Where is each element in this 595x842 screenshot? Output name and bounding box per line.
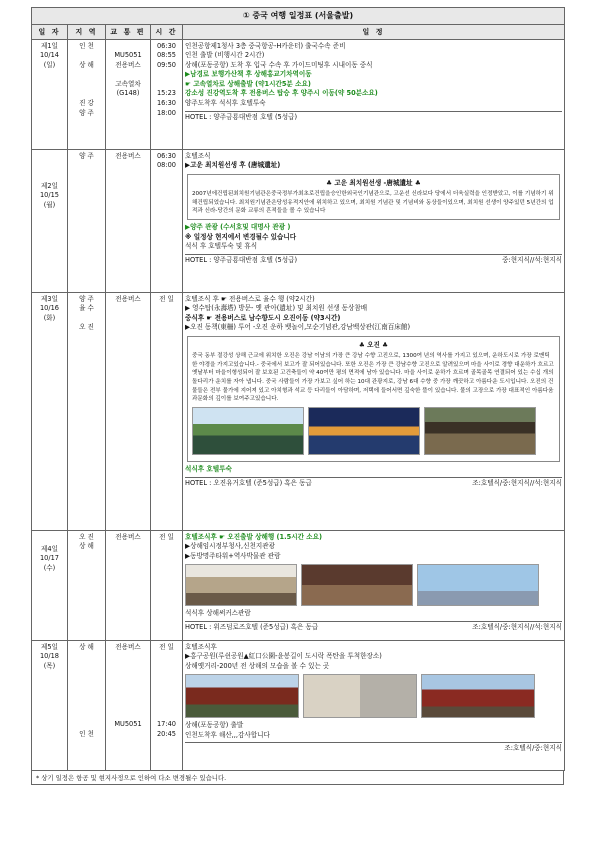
day-time: 전 일 xyxy=(151,530,183,640)
header-region: 지 역 xyxy=(68,24,106,39)
day-row xyxy=(32,640,565,770)
info-box: ♣ 오진 ♣ 중국 동부 절강성 상해 근교에 위치한 오진은 강남 이남의 가장 큰 강남 수향 고진으로, 1300여 년의 역사를 가지고 있으며, 운하도시로 가장 로맨틱한 야경을 가지고있습니다.- 중국에서 보고가 잘 되어있습니다. 또한 오진은 가장 큰 강남수향 고진으로 알려있으며 마을 사이로 경향 대운하가 흐르고 옛날부터 마을이형성되어 잘 보호된 고건축들이 약 40여만 평의 면적에 남아 있습니다. 마을 사이로 운하가 흐르며 골목골목 연결되어 있는 수십 개의 돌다리가 운치를 자아 냅니다. 중국 사람들이 가장 가보고 싶어 하는 10대 관광지로, 강남 6대 수향 중 가장 깨끗하고 아름다운 도시입니다. 오진의 건물들은 전부 물가에 지어져 있고 아치형과 석교 등 다리들이 아담하며, 저택에 들어서면 깊숙한 뜰이 있습니다. 물의 고장으로 가장 대표적인 아름다움과문화의 깊이를 보여주고있습니다. xyxy=(187,336,560,462)
day-date: 제3일 10/16 (화) xyxy=(32,292,68,530)
old-street-photo xyxy=(421,674,535,718)
header-transport: 교 통 편 xyxy=(106,24,151,39)
day-transport: 전용버스 MU5051 xyxy=(106,640,151,770)
itinerary-table xyxy=(31,7,565,771)
day-region: 인 천 상 해 진 강 양 주 xyxy=(68,39,106,149)
meals: 조:호텔식/중:현지식 xyxy=(185,742,562,754)
day-row xyxy=(32,149,565,292)
itinerary-title: ① 중국 여행 일정표 (서울출발) xyxy=(32,8,565,25)
header-time: 시 간 xyxy=(151,24,183,39)
info-box: ♣ 고운 최치원선생 -唐城遺址 ♣ 2007년에건립된최치원기념관은중국정부가최초로건립을승인한외국인기념관으로, 고운선 신라보다 당에서 더욱실력을 인정받았고, 이를 기념하기 위해건립되었습니다. 최치원기념관은당성유적지안에 위치하고 있으며, 최치원 기념관 및 기념비와 동상들이있으며, 최치원 선생이 양주있던 5년간의 업적과 신라-당간의 문화 교류의 흔적들을 볼 수 있습니다 xyxy=(187,174,560,220)
night-canal-photo xyxy=(308,407,420,455)
day-time: 전 일 17:40 20:45 xyxy=(151,640,183,770)
day-row xyxy=(32,530,565,640)
header-date: 일 자 xyxy=(32,24,68,39)
photo-strip xyxy=(185,674,562,718)
day-schedule: 호텔조식 ▶고운 최치원선생 후 (唐城遺址) ♣ 고운 최치원선생 -唐城遺址 ♣ 2007년에건립된최치원기념관은중국정부가최초로건립을승인한외국인기념관으로, 고운선 신라보다 당에서 더욱실력을 인정받았고, 이를 기념하기 위해건립되었습니다. 최치원기념관은당성유적지안에 위치하고 있으며, 최치원 기념관 및 기념비와 동상들이있으며, 최치원 선생이 양주있던 5년간의 업적과 신라-당간의 문화 교류의 흔적들을 볼 수 있습니다 ▶양주 관광 (수서호및 대명사 관광 ) ※ 일정상 현지에서 변경될수 있습니다 석식 후 호텔투숙 및 휴식 HOTEL : 양주금룡대반점 호텔 (5성급) 중:현지식//석:현지식 xyxy=(183,149,565,292)
xintiandi-photo xyxy=(301,564,413,606)
government-building-photo xyxy=(185,564,297,606)
day-time: 06:30 08:55 09:50 15:23 16:30 18:00 xyxy=(151,39,183,149)
itinerary-page xyxy=(31,7,564,785)
pearl-tower-photo xyxy=(417,564,539,606)
hotel-line: HOTEL : 오진유거호텔 (준5성급) 혹은 동급 조:호텔식/중:현지식//석:현지식 xyxy=(185,478,562,487)
day-transport: 전용버스 xyxy=(106,292,151,530)
photo-strip xyxy=(192,407,555,455)
day-transport: 전용버스 xyxy=(106,530,151,640)
day-time: 06:30 08:00 xyxy=(151,149,183,292)
day-date: 제1일 10/14 (일) xyxy=(32,39,68,149)
photo-strip xyxy=(185,564,562,606)
meals: 조:호텔식/중:현지식//석:현지식 xyxy=(472,622,562,631)
header-schedule: 일 정 xyxy=(183,24,565,39)
day-region: 상 해 인 천 xyxy=(68,640,106,770)
day-schedule: 호텔조식후 ▶홍구공원(루쉰공원▲紅口公園-윤봉길이 도시락 폭탄을 투척한장소) 상해옛거리-200년 전 상해의 모습을 볼 수 있는 곳 상해(포동공항) 출발 인천도착후 해산,,,감사합니다 조:호텔식/중:현지식 xyxy=(183,640,565,770)
day-row xyxy=(32,292,565,530)
meals: 중:현지식//석:현지식 xyxy=(502,255,562,264)
day-region: 양 주 율 수 오 진 xyxy=(68,292,106,530)
day-date: 제2일 10/15 (월) xyxy=(32,149,68,292)
footer-note: * 상기 일정은 항공 및 현지사정으로 인하여 다소 변경될수 있습니다. xyxy=(31,771,564,785)
day-schedule: 인천공항제1청사 3층 중국항공-H카운터) 출국수속 준비 인천 출발 (비행시간 2시간) 상해(포동공항) 도착 후 입국 수속 후 가이드미팅후 시내이동 중식 ▶남경로 보행가산책 후 상해홍교기차역이동 ☛ 고속열차로 상해출발 (약1시간5분 소요) 강소성 진강역도착 후 전용버스 탑승 후 양주시 이동(약 50분소요) 양주도착후 석식후 호텔투숙 HOTEL : 양주금룡대반점 호텔 (5성급) xyxy=(183,39,565,149)
day-schedule: 호텔조식후 ☛ 오진출발 상해행 (1.5시간 소요) ▶상해임시정부청사,신천지관광 ▶동방명주타워+역사박물관 관람 석식후 상해써커스관람 HOTEL : 위즈덤로즈호텔 (준5성급) 혹은 동급 조:호텔식/중:현지식//석:현지식 xyxy=(183,530,565,640)
meals: 조:호텔식/중:현지식//석:현지식 xyxy=(472,478,562,487)
garden-photo xyxy=(192,407,304,455)
day-transport: 전용버스 xyxy=(106,149,151,292)
pavilion-photo xyxy=(185,674,299,718)
memorial-photo xyxy=(303,674,417,718)
day-region: 양 주 xyxy=(68,149,106,292)
water-town-photo xyxy=(424,407,536,455)
day-date: 제5일 10/18 (목) xyxy=(32,640,68,770)
day-date: 제4일 10/17 (수) xyxy=(32,530,68,640)
day-region: 오 진 상 해 xyxy=(68,530,106,640)
hotel-line: HOTEL : 양주금룡대반점 호텔 (5성급) 중:현지식//석:현지식 xyxy=(185,255,562,264)
day-transport: MU5051 전용버스 고속열차 (G148) xyxy=(106,39,151,149)
hotel-line: HOTEL : 위즈덤로즈호텔 (준5성급) 혹은 동급 조:호텔식/중:현지식//석:현지식 xyxy=(185,622,562,631)
hotel-line: HOTEL : 양주금룡대반점 호텔 (5성급) xyxy=(185,111,562,123)
day-schedule: 호텔조식 후 ☛ 전용버스로 율수 행 (약2시간) ▶ 영수탑(永壽塔) 방문- 옛 관아(遺址) 및 최치원 선생 동상참배 중식후 ☛ 전용버스로 남수향도시 오진이동 (약3시간) ▶오진 동책(東柵) 투어 -오진 운하 뱃놀이,모순기념관,강남백상관(江南百床館) ♣ 오진 ♣ 중국 동부 절강성 상해 근교에 위치한 오진은 강남 이남의 가장 큰 강남 수향 고진으로, 1300여 년의 역사를 가지고 있으며, 운하도시로 가장 로맨틱한 야경을 가지고있습니다.- 중국에서 보고가 잘 되어있습니다. 또한 오진은 가장 큰 강남수향 고진으로 알려있으며 마을 사이로 경향 대운하가 흐르고 옛날부터 마을이형성되어 잘 보호된 고건축들이 약 40여만 평의 면적에 남아 있습니다. 마을 사이로 운하가 흐르며 골목골목 연결되어 있는 수십 개의 돌다리가 운치를 자아 냅니다. 중국 사람들이 가장 가보고 싶어 하는 10대 관광지로, 강남 6대 수향 중 가장 깨끗하고 아름다운 도시입니다. 오진의 건물들은 전부 물가에 지어져 있고 아치형과 석교 등 다리들이 아담하며, 저택에 들어서면 깊숙한 뜰이 있습니다. 물의 고장으로 가장 대표적인 아름다움과문화의 깊이를 보여주고있습니다. 석식후 호텔투숙 HOTEL : 오진유거호텔 (준5성급) 혹은 동급 조:호텔식/중:현지식//석:현지식 xyxy=(183,292,565,530)
day-time: 전 일 xyxy=(151,292,183,530)
day-row xyxy=(32,39,565,149)
